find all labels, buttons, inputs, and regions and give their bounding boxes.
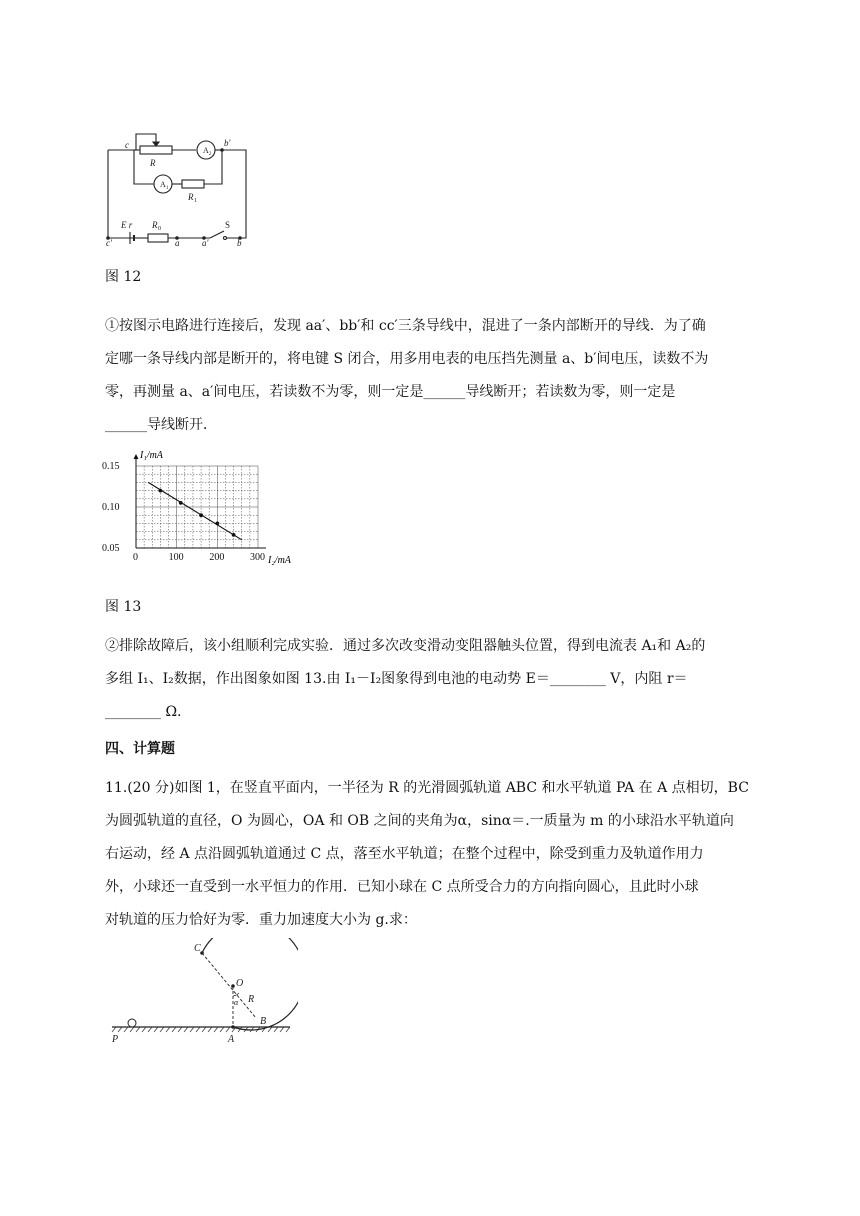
y-axis-label: I₁/mA bbox=[140, 450, 163, 461]
section-heading: 四、计算题 bbox=[105, 741, 175, 757]
text-line: 右运动，经 A 点沿圆弧轨道通过 C 点，落至水平轨道；在整个过程中，除受到重力及轨道作用力 bbox=[105, 846, 704, 862]
figure-caption-12: 图 12 bbox=[105, 269, 142, 285]
data-point bbox=[179, 501, 183, 505]
node-label-c-prime: c′ bbox=[106, 238, 112, 246]
node-label-a: a bbox=[175, 238, 180, 246]
point-label-P: P bbox=[112, 1034, 119, 1045]
meter-sub-A2: 2 bbox=[209, 152, 212, 157]
x-tick-label: 0 bbox=[133, 552, 138, 563]
figure-caption-13: 图 13 bbox=[105, 599, 142, 615]
y-axis-arrow bbox=[134, 454, 139, 459]
text-line: 零，再测量 a、a′间电压，若读数不为零，则一定是______导线断开；若读数为零，则一定是 bbox=[105, 384, 676, 400]
label-R0: R bbox=[152, 220, 158, 230]
label-S: S bbox=[225, 220, 231, 230]
text-line: 11.(20 分)如图 1，在竖直平面内，一半径为 R 的光滑圆弧轨道 ABC 和水平轨道 PA 在 A 点相切，BC bbox=[105, 780, 749, 796]
label-R: R bbox=[150, 158, 156, 168]
text-line: 为圆弧轨道的直径，O 为圆心，OA 和 OB 之间的夹角为α，sinα＝.一质量为 m 的小球沿水平轨道向 bbox=[105, 813, 734, 829]
paragraph-fault-diagnosis bbox=[105, 310, 757, 442]
node-label-c: c bbox=[125, 140, 129, 150]
angle-label-alpha: α bbox=[234, 998, 239, 1007]
circuit-diagram-fig12 bbox=[100, 128, 260, 246]
point-label-C: C bbox=[194, 943, 201, 954]
label-E-r: E r bbox=[121, 220, 133, 230]
data-point bbox=[215, 522, 219, 526]
text-line: 多组 I₁、I₂数据，作出图象如图 13.由 I₁－I₂图象得到电池的电动势 E＝________ V，内阻 r＝ bbox=[105, 671, 688, 687]
problem-11-text bbox=[105, 772, 757, 937]
text-line: 外，小球还一直受到一水平恒力的作用．已知小球在 C 点所受合力的方向指向圆心，且此时小球 bbox=[105, 879, 699, 895]
x-tick-label: 200 bbox=[209, 552, 225, 563]
text-line: 对轨道的压力恰好为零．重力加速度大小为 g.求： bbox=[105, 912, 417, 928]
text-line: ①按图示电路进行连接后，发现 aa′、bb′和 cc′三条导线中，混进了一条内部断开的导线．为了确 bbox=[105, 318, 706, 334]
point-label-A: A bbox=[228, 1034, 235, 1045]
text-line: ②排除故障后，该小组顺利完成实验．通过多次改变滑动变阻器触头位置，得到电流表 A₁和 A₂的 bbox=[105, 638, 706, 654]
point-label-O: O bbox=[236, 978, 244, 989]
label-R1: R bbox=[188, 192, 194, 202]
node-label-b-prime: b′ bbox=[224, 138, 231, 148]
text-line: ________ Ω. bbox=[105, 704, 182, 720]
label-R1-sub: 1 bbox=[194, 198, 197, 204]
y-tick-label: 0.10 bbox=[102, 502, 120, 513]
point-label-B: B bbox=[260, 1016, 267, 1027]
meter-label-A1: A bbox=[160, 180, 166, 189]
paragraph-emf-measurement bbox=[105, 630, 757, 729]
x-axis-label: I₂/mA bbox=[268, 555, 291, 566]
x-tick-label: 300 bbox=[250, 552, 265, 563]
circular-track-diagram-fig1 bbox=[108, 938, 298, 1048]
meter-sub-A1: 1 bbox=[166, 186, 169, 191]
data-point bbox=[199, 513, 203, 517]
label-R0-sub: 0 bbox=[158, 226, 161, 232]
meter-label-A2: A bbox=[203, 146, 209, 155]
radius-label-R: R bbox=[248, 994, 255, 1005]
text-line: ______导线断开． bbox=[105, 417, 217, 433]
text-line: 定哪一条导线内部是断开的，将电键 S 闭合，用多用电表的电压挡先测量 a、b′间电压，读数不为 bbox=[105, 351, 709, 367]
node-label-a-prime: a′ bbox=[202, 238, 209, 246]
graph-fig13 bbox=[100, 450, 305, 570]
y-tick-label: 0.05 bbox=[102, 543, 120, 554]
x-tick-label: 100 bbox=[168, 552, 184, 563]
y-tick-label: 0.15 bbox=[102, 461, 120, 472]
data-point bbox=[232, 533, 236, 537]
node-label-b: b bbox=[237, 238, 242, 246]
data-point bbox=[159, 489, 163, 493]
